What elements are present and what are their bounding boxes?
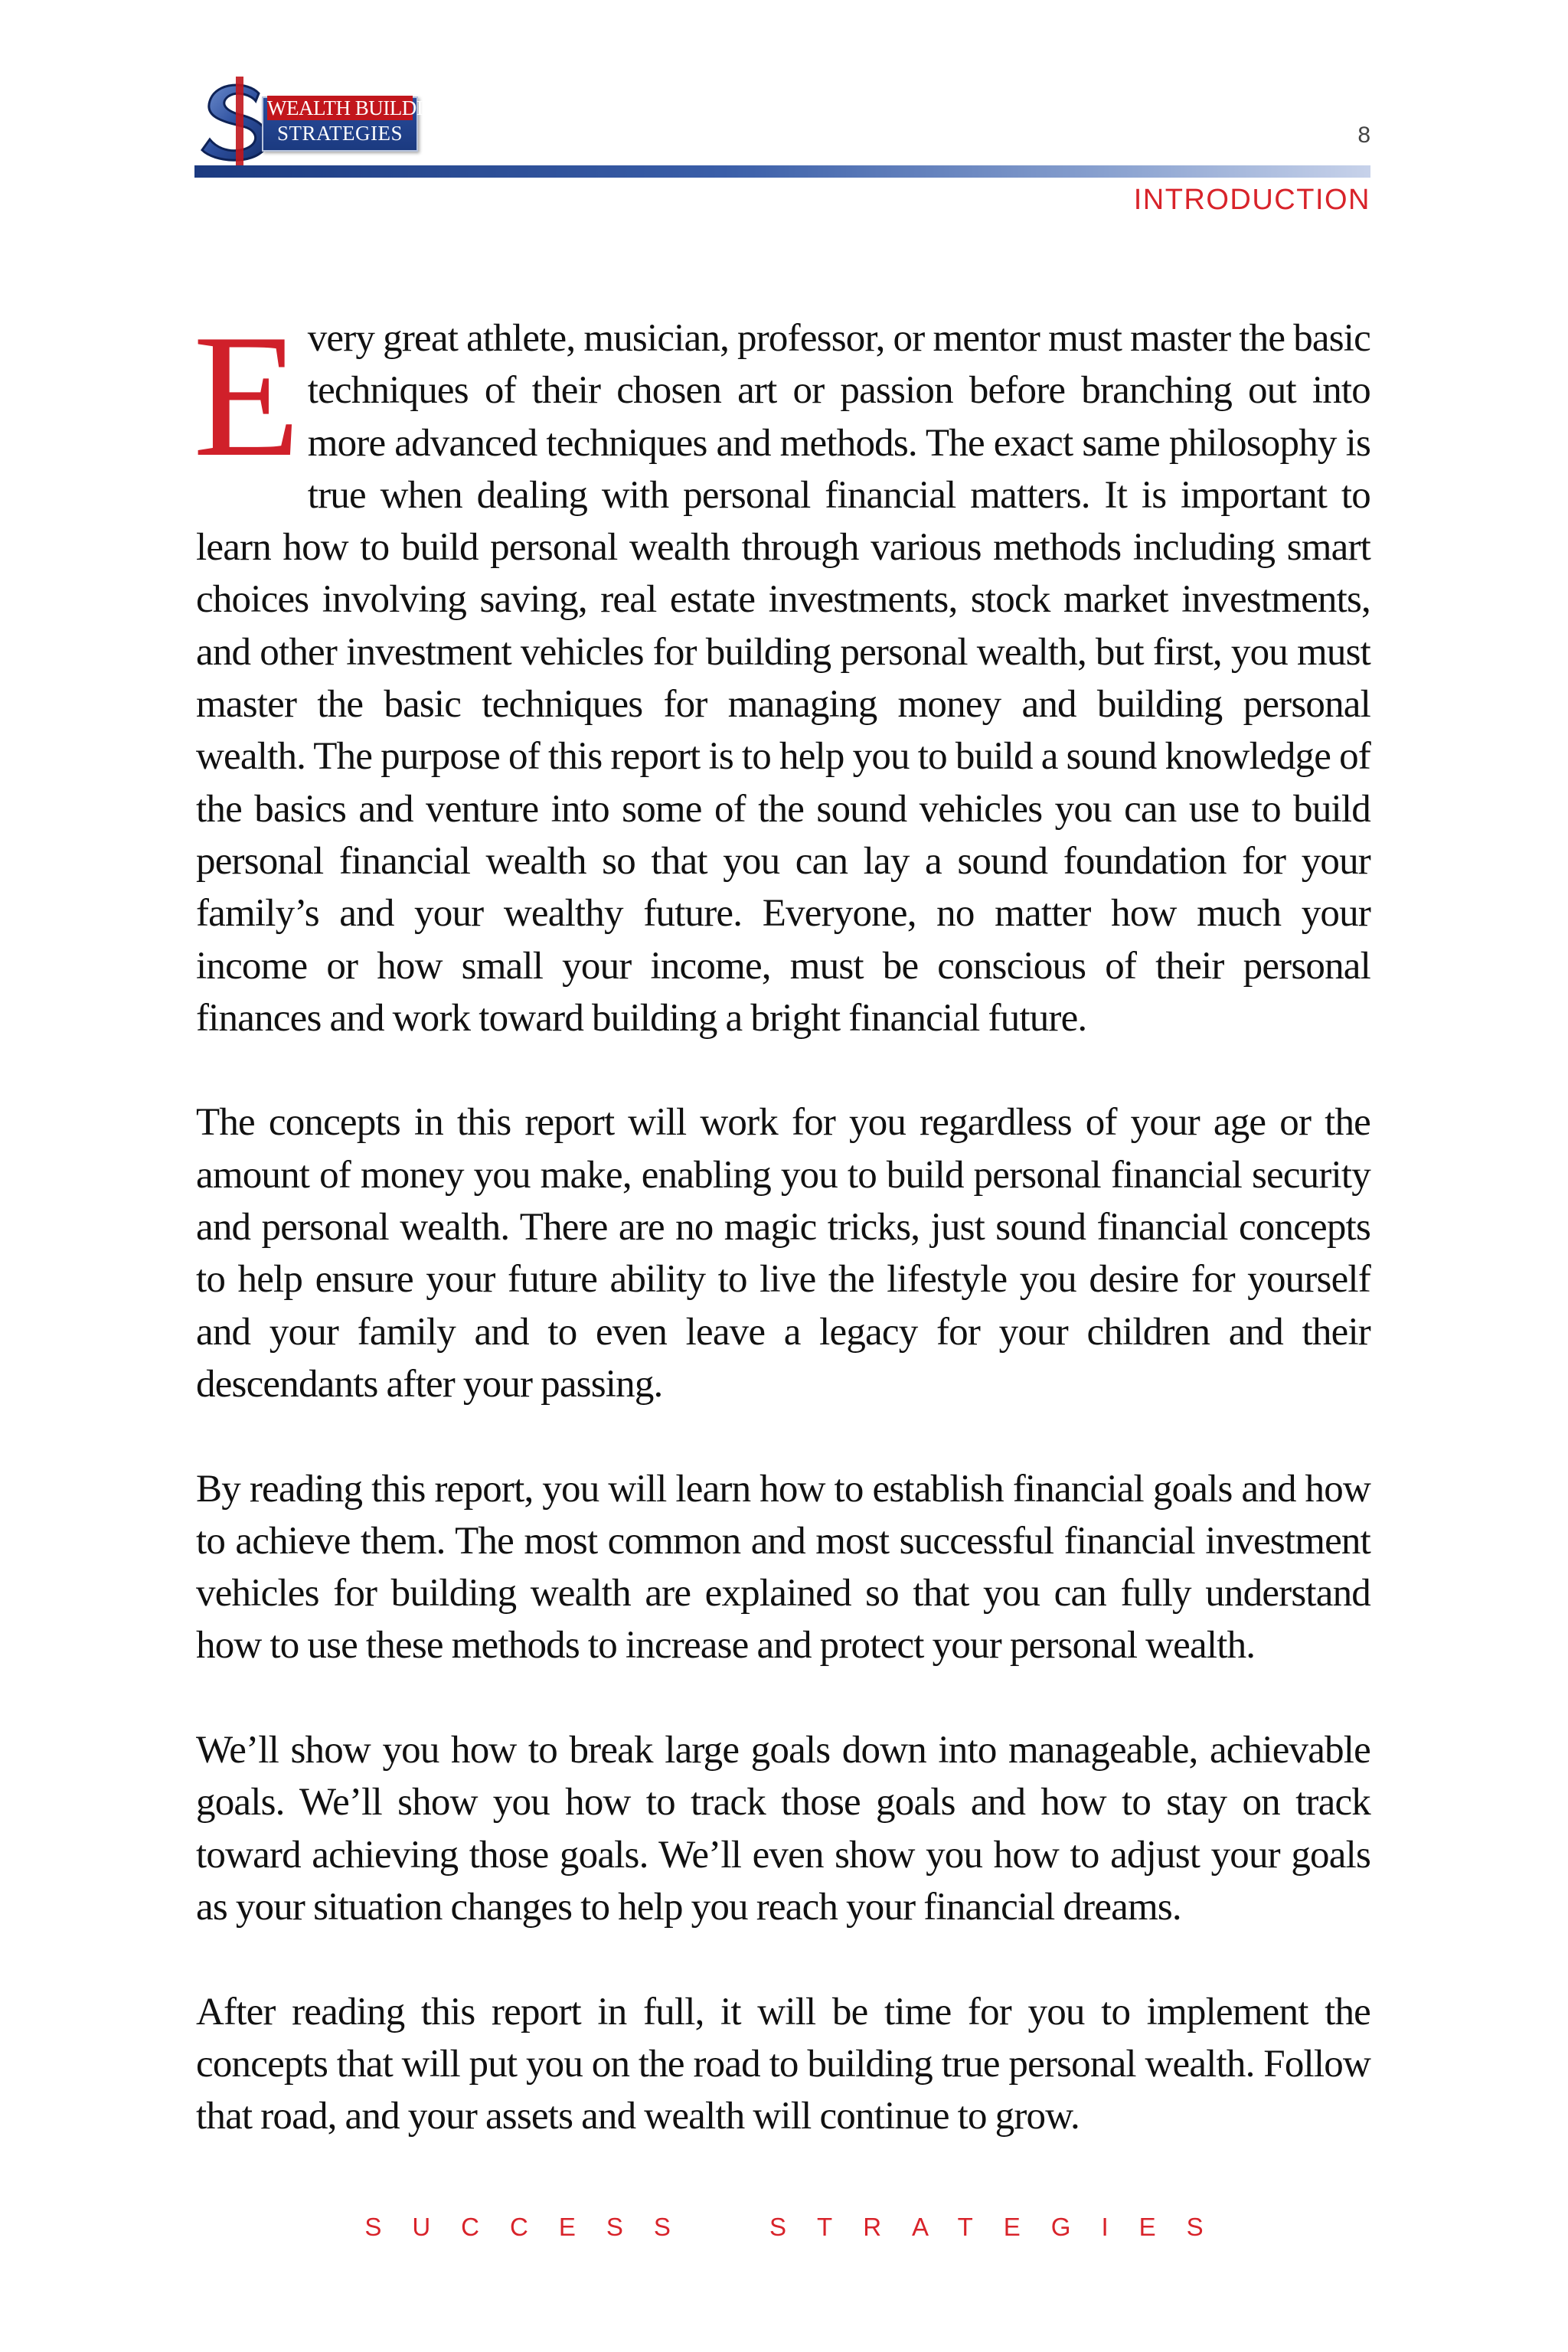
paragraph-5: After reading this report in full, it will be time for you to implement the concepts that will put you on the road to building true personal wealth. Follow that road, and your assets and wealth will continue to grow. [196, 1990, 1370, 2138]
paragraph-1 [193, 298, 1370, 1044]
page-number: 8 [1357, 122, 1370, 148]
section-title: INTRODUCTION [1133, 184, 1370, 216]
wealth-building-strategies-logo [194, 70, 452, 170]
paragraph-4: We’ll show you how to break large goals down into manageable, achievable goals. We’ll show you how to track those goals and how to stay on track toward achieving those goals. We’ll even show you how to adjust your goals as your situation changes to help you reach your financial dreams. [196, 1729, 1370, 1929]
drop-cap: E [193, 298, 300, 493]
paragraph-2: The concepts in this report will work for you regardless of your age or the amount of money you make, enabling you to build personal financial security and personal wealth. There are no magic tricks, just sound financial concepts to help ensure your future ability to live the lifestyle you desire for yourself and your family and to even leave a legacy for your children and their descendants after your passing. [196, 1101, 1370, 1406]
logo-text-wealth-building: WEALTH BUILDING [267, 96, 452, 119]
header-divider [194, 165, 1370, 178]
body-text [193, 298, 1370, 2195]
footer-running-title: SUCCESS STRATEGIES [364, 2213, 1234, 2241]
paragraph-3: By reading this report, you will learn how to establish financial goals and how to achieve them. The most common and most successful financial investment vehicles for building wealth are explained so that you can fully understand how to use these methods to increase and protect your personal wealth. [196, 1467, 1370, 1668]
logo-text-strategies: STRATEGIES [276, 122, 403, 145]
paragraph-1-text: very great athlete, musician, professor, or mentor must master the basic techniques of their chosen art or passion before branching out into more advanced techniques and methods. The exact same philosophy is true when dealing with personal financial matters. It is important to learn how to build personal wealth through various methods including smart choices involving saving, real estate investments, stock market investments, and other investment vehicles for building personal wealth, but first, you must master the basic techniques for managing money and building personal wealth. The purpose of this report is to help you to build a sound knowledge of the basics and venture into some of the sound vehicles you can use to build personal financial wealth so that you can lay a sound foundation for your family’s and your wealthy future. Everyone, no matter how much your income or how small your income, must be conscious of their personal finances and work toward building a bright financial future. [196, 317, 1370, 1040]
